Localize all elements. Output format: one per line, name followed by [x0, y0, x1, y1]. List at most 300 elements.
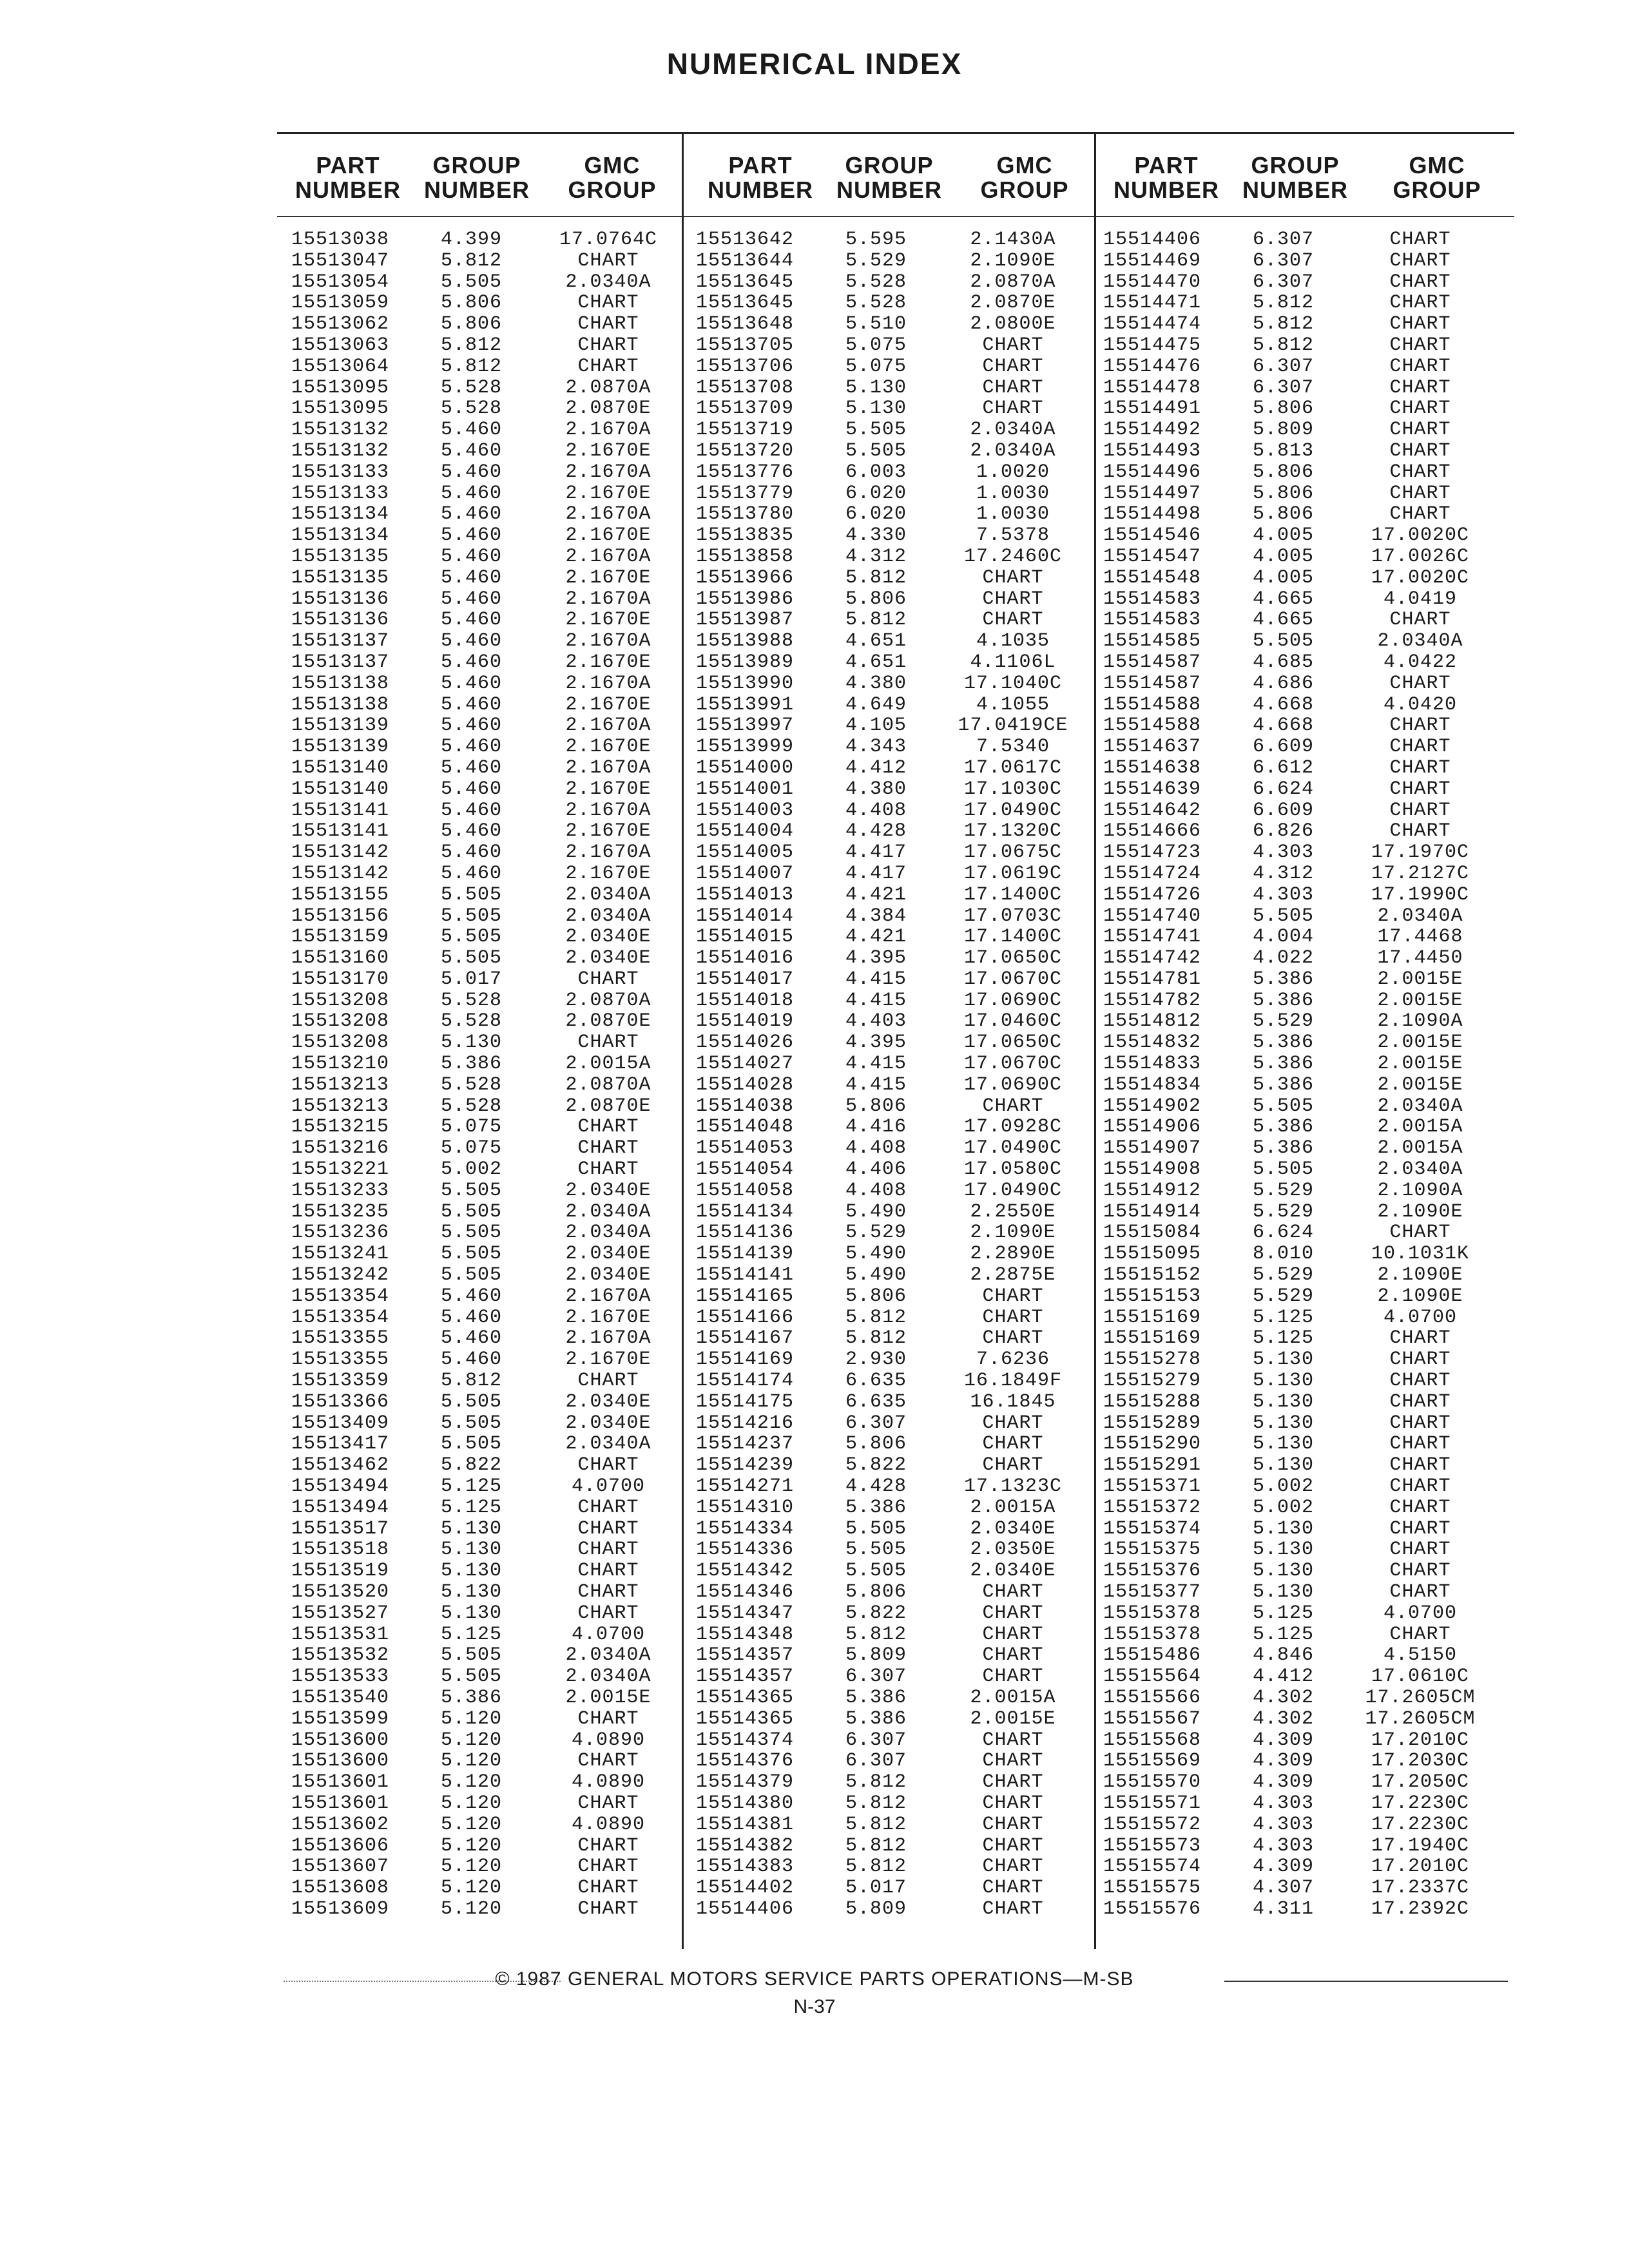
group-number-cell: 5.529	[845, 1222, 907, 1244]
gmc-group-cell: 7.5378	[976, 524, 1050, 547]
group-number-cell: 5.812	[441, 249, 503, 272]
table-row	[1103, 948, 1485, 969]
group-number-cell: 6.612	[1253, 756, 1315, 779]
part-number-cell: 15514334	[696, 1517, 795, 1540]
group-number-cell: 4.302	[1253, 1686, 1315, 1709]
gmc-group-cell: 2.1090E	[970, 1222, 1056, 1244]
group-number-cell: 5.505	[1253, 630, 1315, 653]
group-number-cell: 5.460	[441, 630, 503, 653]
gmc-group-cell: CHART	[577, 249, 639, 272]
part-number-cell: 15514471	[1103, 292, 1202, 314]
table-row	[1103, 1582, 1485, 1603]
part-number-cell: 15515372	[1103, 1496, 1202, 1519]
gmc-group-cell: 2.0015A	[565, 1053, 651, 1075]
gmc-group-cell: CHART	[982, 1327, 1044, 1350]
table-row	[291, 610, 673, 631]
group-number-cell: 5.120	[441, 1856, 503, 1878]
group-number-cell: 5.460	[441, 820, 503, 843]
gmc-group-cell: 2.1670A	[565, 630, 651, 653]
gmc-group-cell: CHART	[982, 1813, 1044, 1836]
gmc-group-cell: CHART	[982, 609, 1044, 631]
group-number-cell: 5.505	[441, 947, 503, 970]
part-number-cell: 15514028	[696, 1073, 795, 1096]
table-row	[291, 272, 673, 293]
table-row	[696, 695, 1077, 716]
group-number-cell: 5.505	[441, 1644, 503, 1667]
gmc-group-cell: 2.1670A	[565, 503, 651, 526]
group-number-cell: 4.309	[1253, 1750, 1315, 1773]
gmc-group-cell: CHART	[577, 313, 639, 336]
part-number-cell: 15514402	[696, 1877, 795, 1899]
part-number-cell: 15513601	[291, 1792, 390, 1814]
gmc-group-cell: 2.1670A	[565, 756, 651, 779]
gmc-group-cell: CHART	[577, 1496, 639, 1519]
part-number-cell: 15514406	[696, 1898, 795, 1920]
gmc-group-cell: 2.2550E	[970, 1200, 1056, 1223]
part-number-cell: 15514908	[1103, 1158, 1202, 1181]
part-number-cell: 15514336	[696, 1539, 795, 1561]
gmc-group-cell: CHART	[982, 334, 1044, 356]
table-row	[696, 398, 1077, 419]
group-number-cell: 4.309	[1253, 1771, 1315, 1794]
part-number-cell: 15513064	[291, 355, 390, 378]
gmc-group-cell: CHART	[1389, 820, 1451, 843]
group-number-cell: 5.130	[1253, 1539, 1315, 1561]
group-number-cell: 4.651	[845, 630, 907, 653]
gmc-group-cell: 4.0420	[1383, 693, 1458, 716]
table-row	[1103, 589, 1485, 610]
table-row	[696, 1244, 1077, 1265]
table-row	[1103, 1455, 1485, 1476]
group-number-cell: 4.330	[845, 524, 907, 547]
table-row	[291, 1413, 673, 1434]
header-group-number: GROUP NUMBER	[836, 152, 942, 203]
part-number-cell: 15513533	[291, 1666, 390, 1688]
part-number-cell: 15515378	[1103, 1623, 1202, 1646]
table-row	[291, 736, 673, 758]
table-row	[696, 1434, 1077, 1455]
gmc-group-cell: CHART	[1389, 1539, 1451, 1561]
table-row	[1103, 1856, 1485, 1878]
gmc-group-cell: 17.1323C	[963, 1475, 1063, 1498]
table-row	[1103, 1053, 1485, 1075]
part-number-cell: 15514496	[1103, 461, 1202, 483]
part-number-cell: 15514310	[696, 1496, 795, 1519]
gmc-group-cell: 2.0015E	[1377, 989, 1463, 1012]
gmc-group-cell: CHART	[577, 1707, 639, 1730]
group-number-cell: 5.806	[1253, 482, 1315, 505]
group-number-cell: 5.120	[441, 1898, 503, 1920]
table-row	[696, 1392, 1077, 1413]
gmc-group-cell: 2.1670E	[565, 736, 651, 758]
table-row	[291, 1709, 673, 1730]
part-number-cell: 15513156	[291, 905, 390, 927]
gmc-group-cell: CHART	[982, 1602, 1044, 1624]
group-number-cell: 5.386	[1253, 1116, 1315, 1139]
table-row	[1103, 1899, 1485, 1920]
table-row	[1103, 1519, 1485, 1540]
part-number-cell: 15514216	[696, 1412, 795, 1434]
gmc-group-cell: CHART	[1389, 271, 1451, 293]
group-number-cell: 5.075	[845, 355, 907, 378]
group-number-cell: 5.812	[845, 1834, 907, 1857]
gmc-group-cell: 2.0340A	[970, 439, 1056, 462]
part-number-cell: 15514833	[1103, 1053, 1202, 1075]
table-row	[696, 1836, 1077, 1857]
part-number-cell: 15514406	[1103, 229, 1202, 251]
gmc-group-cell: 2.0340A	[565, 883, 651, 906]
part-number-cell: 15514038	[696, 1095, 795, 1117]
group-number-cell: 5.822	[845, 1602, 907, 1624]
table-row	[291, 1244, 673, 1265]
table-row	[1103, 1751, 1485, 1772]
group-number-cell: 5.528	[441, 376, 503, 399]
part-number-cell: 15513779	[696, 482, 795, 505]
group-number-cell: 6.307	[1253, 376, 1315, 399]
part-number-cell: 15513520	[291, 1581, 390, 1603]
group-number-cell: 5.529	[1253, 1264, 1315, 1287]
table-row	[1103, 229, 1485, 251]
table-row	[1103, 1222, 1485, 1244]
group-number-cell: 5.812	[441, 1370, 503, 1392]
gmc-group-cell: CHART	[1389, 1370, 1451, 1392]
part-number-cell: 15514492	[1103, 419, 1202, 441]
table-row	[291, 927, 673, 948]
table-row	[696, 1709, 1077, 1730]
gmc-group-cell: 2.0350E	[970, 1539, 1056, 1561]
part-number-cell: 15513236	[291, 1222, 390, 1244]
table-row	[1103, 504, 1485, 525]
gmc-group-cell: CHART	[577, 1856, 639, 1878]
part-number-cell: 15514587	[1103, 672, 1202, 695]
part-number-cell: 15514588	[1103, 693, 1202, 716]
part-number-cell: 15513835	[696, 524, 795, 547]
part-number-cell: 15515569	[1103, 1750, 1202, 1773]
group-number-cell: 4.415	[845, 1073, 907, 1096]
gmc-group-cell: CHART	[577, 1560, 639, 1582]
part-number-cell: 15514348	[696, 1623, 795, 1646]
part-number-cell: 15514723	[1103, 841, 1202, 864]
gmc-group-cell: 2.0340A	[565, 271, 651, 293]
table-row	[696, 736, 1077, 758]
part-number-cell: 15514548	[1103, 566, 1202, 589]
table-row	[1103, 1539, 1485, 1561]
group-number-cell: 4.303	[1253, 1813, 1315, 1836]
group-number-cell: 4.022	[1253, 947, 1315, 970]
part-number-cell: 15514493	[1103, 439, 1202, 462]
gmc-group-cell: 17.0490C	[963, 799, 1063, 822]
table-row	[696, 1328, 1077, 1349]
group-number-cell: 5.595	[845, 229, 907, 251]
group-number-cell: 5.017	[845, 1877, 907, 1899]
part-number-cell: 15514469	[1103, 249, 1202, 272]
table-row	[696, 1286, 1077, 1307]
table-row	[291, 568, 673, 589]
table-row	[1103, 293, 1485, 314]
table-row	[291, 673, 673, 695]
group-number-cell: 5.120	[441, 1750, 503, 1773]
group-number-cell: 5.460	[441, 1327, 503, 1350]
group-number-cell: 6.307	[1253, 229, 1315, 251]
gmc-group-cell: 17.2230C	[1371, 1792, 1470, 1814]
group-number-cell: 5.120	[441, 1792, 503, 1814]
group-number-cell: 5.460	[441, 609, 503, 631]
group-number-cell: 5.490	[845, 1243, 907, 1265]
group-number-cell: 5.386	[1253, 1032, 1315, 1054]
table-row	[1103, 1117, 1485, 1138]
table-row	[696, 1624, 1077, 1646]
table-row	[291, 1328, 673, 1349]
gmc-group-cell: 17.1320C	[963, 820, 1063, 843]
gmc-group-cell: CHART	[1389, 1623, 1451, 1646]
group-number-cell: 5.505	[441, 1433, 503, 1456]
gmc-group-cell: 2.0015E	[1377, 1073, 1463, 1096]
gmc-group-cell: 2.0015E	[565, 1686, 651, 1709]
part-number-cell: 15513540	[291, 1686, 390, 1709]
group-number-cell: 6.635	[845, 1370, 907, 1392]
gmc-group-cell: 7.5340	[976, 736, 1050, 758]
group-number-cell: 5.386	[1253, 1053, 1315, 1075]
gmc-group-cell: 17.0928C	[963, 1116, 1063, 1139]
part-number-cell: 15513532	[291, 1644, 390, 1667]
gmc-group-cell: CHART	[1389, 609, 1451, 631]
group-number-cell: 5.812	[845, 1792, 907, 1814]
part-number-cell: 15513063	[291, 334, 390, 356]
gmc-group-cell: CHART	[1389, 334, 1451, 356]
part-number-cell: 15514365	[696, 1707, 795, 1730]
gmc-group-cell: CHART	[982, 1856, 1044, 1878]
table-row	[1103, 1814, 1485, 1836]
gmc-group-cell: CHART	[1389, 1581, 1451, 1603]
group-number-cell: 5.505	[441, 1200, 503, 1223]
gmc-group-cell: 17.0764C	[559, 229, 658, 251]
part-number-cell: 15514165	[696, 1285, 795, 1307]
part-number-cell: 15513133	[291, 461, 390, 483]
group-number-cell: 5.386	[1253, 989, 1315, 1012]
group-number-cell: 5.812	[441, 334, 503, 356]
table-row	[291, 1582, 673, 1603]
table-row	[291, 1751, 673, 1772]
gmc-group-cell: CHART	[982, 1834, 1044, 1857]
part-number-cell: 15515576	[1103, 1898, 1202, 1920]
gmc-group-cell: 17.0703C	[963, 905, 1063, 927]
part-number-cell: 15513462	[291, 1454, 390, 1477]
table-row	[1103, 462, 1485, 483]
header-part-number: PART NUMBER	[1113, 152, 1219, 203]
part-number-cell: 15515378	[1103, 1602, 1202, 1624]
group-number-cell: 5.460	[441, 419, 503, 441]
table-row	[291, 631, 673, 652]
part-number-cell: 15513215	[291, 1116, 390, 1139]
part-number-cell: 15513602	[291, 1813, 390, 1836]
page-title: NUMERICAL INDEX	[666, 47, 963, 81]
gmc-group-cell: 2.0340A	[1377, 630, 1463, 653]
gmc-group-cell: 2.1090E	[970, 249, 1056, 272]
group-number-cell: 5.812	[1253, 292, 1315, 314]
part-number-cell: 15513354	[291, 1306, 390, 1329]
gmc-group-cell: 2.1670A	[565, 545, 651, 568]
group-number-cell: 5.460	[441, 736, 503, 758]
gmc-group-cell: 17.2010C	[1371, 1729, 1470, 1751]
table-row	[696, 462, 1077, 483]
part-number-cell: 15515573	[1103, 1834, 1202, 1857]
gmc-group-cell: 2.0870A	[565, 376, 651, 399]
gmc-group-cell: 2.0340A	[565, 1644, 651, 1667]
table-row	[696, 969, 1077, 990]
table-row	[1103, 1202, 1485, 1223]
table-row	[696, 821, 1077, 842]
group-number-cell: 5.528	[845, 292, 907, 314]
gmc-group-cell: 2.0340A	[565, 1200, 651, 1223]
table-row	[291, 842, 673, 863]
group-number-cell: 4.846	[1253, 1644, 1315, 1667]
part-number-cell: 15514054	[696, 1158, 795, 1181]
group-number-cell: 5.386	[441, 1686, 503, 1709]
table-row	[1103, 1730, 1485, 1751]
table-row	[291, 1836, 673, 1857]
table-row	[291, 462, 673, 483]
group-number-cell: 5.510	[845, 313, 907, 336]
table-row	[696, 546, 1077, 568]
group-number-cell: 5.002	[1253, 1496, 1315, 1519]
gmc-group-cell: CHART	[982, 1581, 1044, 1603]
table-row	[291, 1307, 673, 1329]
group-number-cell: 5.386	[1253, 968, 1315, 990]
group-number-cell: 5.130	[1253, 1454, 1315, 1477]
gmc-group-cell: 2.1090A	[1377, 1010, 1463, 1033]
part-number-cell: 15514015	[696, 926, 795, 948]
group-number-cell: 4.384	[845, 905, 907, 927]
table-row	[291, 1878, 673, 1899]
part-number-cell: 15513645	[696, 292, 795, 314]
part-number-cell: 15513719	[696, 419, 795, 441]
gmc-group-cell: CHART	[1389, 756, 1451, 779]
table-row	[696, 1032, 1077, 1053]
gmc-group-cell: 2.1670A	[565, 419, 651, 441]
part-number-cell: 15514027	[696, 1053, 795, 1075]
part-number-cell: 15514013	[696, 883, 795, 906]
gmc-group-cell: 17.0690C	[963, 1073, 1063, 1096]
part-number-cell: 15514585	[1103, 630, 1202, 653]
table-row	[696, 715, 1077, 736]
part-number-cell: 15513160	[291, 947, 390, 970]
index-panel-2	[696, 229, 1077, 1920]
group-number-cell: 6.020	[845, 482, 907, 505]
part-number-cell: 15513606	[291, 1834, 390, 1857]
part-number-cell: 15513494	[291, 1496, 390, 1519]
gmc-group-cell: 17.0490C	[963, 1179, 1063, 1202]
table-row	[696, 948, 1077, 969]
part-number-cell: 15515567	[1103, 1707, 1202, 1730]
table-row	[696, 1561, 1077, 1582]
group-number-cell: 5.130	[1253, 1412, 1315, 1434]
group-number-cell: 5.075	[845, 334, 907, 356]
table-row	[291, 1053, 673, 1075]
part-number-cell: 15514497	[1103, 482, 1202, 505]
part-number-cell: 15513159	[291, 926, 390, 948]
group-number-cell: 5.505	[845, 1539, 907, 1561]
gmc-group-cell: 4.0419	[1383, 588, 1458, 610]
group-number-cell: 5.130	[441, 1581, 503, 1603]
gmc-group-cell: 17.0670C	[963, 1053, 1063, 1075]
group-number-cell: 5.505	[441, 1666, 503, 1688]
gmc-group-cell: 4.0890	[571, 1729, 646, 1751]
gmc-group-cell: 17.1400C	[963, 926, 1063, 948]
gmc-group-cell: 2.0340A	[1377, 1095, 1463, 1117]
group-number-cell: 4.004	[1253, 926, 1315, 948]
table-row	[696, 1370, 1077, 1392]
gmc-group-cell: 17.4468	[1377, 926, 1463, 948]
gmc-group-cell: 17.1940C	[1371, 1834, 1470, 1857]
part-number-cell: 15515169	[1103, 1327, 1202, 1350]
gmc-group-cell: 17.0650C	[963, 947, 1063, 970]
table-row	[291, 1159, 673, 1180]
gmc-group-cell: CHART	[1389, 1475, 1451, 1498]
group-number-cell: 4.303	[1253, 1792, 1315, 1814]
table-row	[1103, 1265, 1485, 1286]
group-number-cell: 5.505	[845, 439, 907, 462]
part-number-cell: 15513989	[696, 651, 795, 673]
gmc-group-cell: CHART	[577, 1750, 639, 1773]
group-number-cell: 5.806	[845, 1581, 907, 1603]
table-row	[1103, 1307, 1485, 1329]
gmc-group-cell: 17.0580C	[963, 1158, 1063, 1181]
gmc-group-cell: 2.0340E	[565, 1412, 651, 1434]
gmc-group-cell: 2.1090E	[1377, 1264, 1463, 1287]
gmc-group-cell: CHART	[577, 1539, 639, 1561]
table-row	[291, 800, 673, 822]
gmc-group-cell: CHART	[1389, 1327, 1451, 1350]
part-number-cell: 15513132	[291, 439, 390, 462]
part-number-cell: 15514383	[696, 1856, 795, 1878]
gmc-group-cell: 2.0015A	[970, 1496, 1056, 1519]
group-number-cell: 5.809	[1253, 419, 1315, 441]
group-number-cell: 5.130	[1253, 1433, 1315, 1456]
group-number-cell: 4.343	[845, 736, 907, 758]
table-row	[696, 1117, 1077, 1138]
part-number-cell: 15515095	[1103, 1243, 1202, 1265]
table-row	[696, 229, 1077, 251]
part-number-cell: 15514546	[1103, 524, 1202, 547]
group-number-cell: 6.020	[845, 503, 907, 526]
part-number-cell: 15514637	[1103, 736, 1202, 758]
part-number-cell: 15515566	[1103, 1686, 1202, 1709]
group-number-cell: 5.130	[845, 398, 907, 420]
gmc-group-cell: 2.1670A	[565, 799, 651, 822]
table-row	[696, 1349, 1077, 1370]
gmc-group-cell: 2.0870A	[565, 989, 651, 1012]
table-row	[1103, 1032, 1485, 1053]
group-number-cell: 5.490	[845, 1264, 907, 1287]
group-number-cell: 5.528	[441, 1095, 503, 1117]
part-number-cell: 15513709	[696, 398, 795, 420]
group-number-cell: 5.806	[1253, 461, 1315, 483]
group-number-cell: 5.125	[441, 1496, 503, 1519]
part-number-cell: 15513417	[291, 1433, 390, 1456]
part-number-cell: 15514053	[696, 1137, 795, 1160]
table-row	[291, 483, 673, 505]
group-number-cell: 5.460	[441, 862, 503, 885]
gmc-group-cell: 2.1670E	[565, 862, 651, 885]
group-number-cell: 4.380	[845, 672, 907, 695]
table-row	[1103, 1180, 1485, 1202]
gmc-group-cell: CHART	[577, 1834, 639, 1857]
part-number-cell: 15513519	[291, 1560, 390, 1582]
group-number-cell: 5.130	[441, 1560, 503, 1582]
table-row	[1103, 610, 1485, 631]
gmc-group-cell: 2.0870A	[970, 271, 1056, 293]
gmc-group-cell: 2.0340A	[1377, 1158, 1463, 1181]
